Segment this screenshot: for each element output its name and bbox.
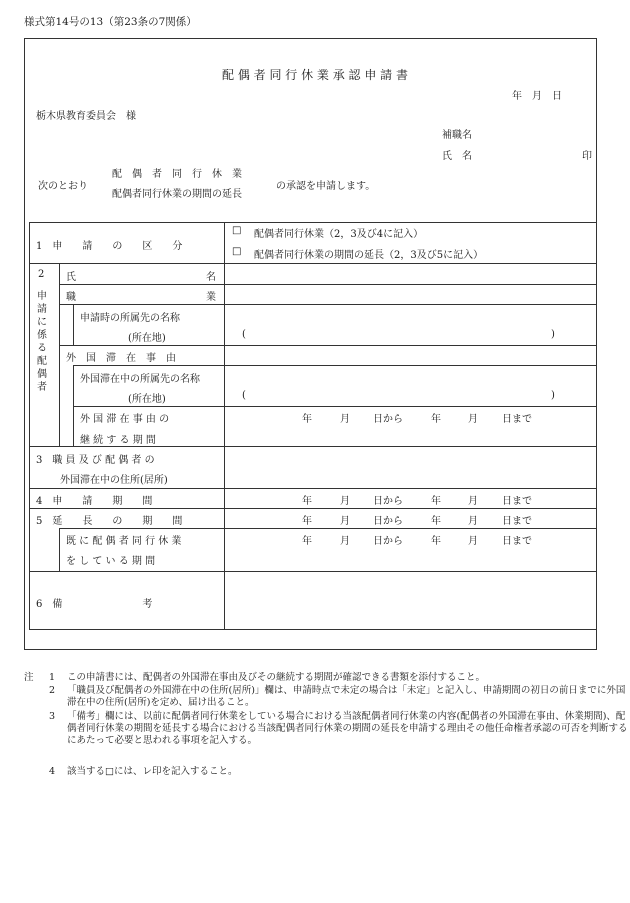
paren-open: ( [242,329,246,340]
foreign-affiliation-label: 外国滞在中の所属先の名称 [80,374,200,385]
seal-mark: 印 [582,151,592,162]
paren-open: ( [242,390,246,401]
prior-leave-label-1: 既 に 配 偶 者 同 行 休 業 [66,536,182,547]
foreign-affiliation-address-label: (所在地) [128,394,166,405]
continuation-label-2: 継 続 す る 期 間 [80,435,156,446]
prior-leave-label-2: を し て い る 期 間 [66,556,156,567]
request-option-2: 配偶者同行休業の期間の延長 [112,189,242,200]
continuation-label-1: 外 国 滞 在 事 由 の [80,414,170,425]
checkbox-icon[interactable]: □ [232,246,242,257]
current-affiliation-label: 申請時の所属先の名称 [80,313,180,324]
choice-extension: 配偶者同行休業の期間の延長（2，3及び5に記入） [254,250,484,261]
section3-label-1: 3 職 員 及 び 配 偶 者 の [36,455,155,466]
name-label: 氏 名 [442,151,472,162]
section5-label: 5 延 長 の 期 間 [36,516,183,527]
request-prefix: 次のとおり [38,181,88,192]
section3-label-2: 外国滞在中の住所(居所) [60,475,168,486]
form-title: 配 偶 者 同 行 休 業 承 認 申 請 書 [222,68,408,82]
form-number: 様式第14号の13（第23条の7関係） [24,16,197,28]
request-suffix: の承認を申請します。 [276,181,376,192]
section2-vertical-label: 申請に係る配偶者 [37,291,47,393]
spouse-name-label: 氏 名 [66,272,216,283]
paren-close: ) [551,329,555,340]
post-label: 補職名 [442,130,472,141]
section4-label: 4 申 請 期 間 [36,496,153,507]
foreign-stay-reason-label: 外 国 滞 在 事 由 [66,353,176,364]
section6-label: 6 備 考 [36,599,153,610]
spouse-job-label: 職 業 [66,292,216,303]
section2-number: 2 [38,269,45,280]
current-affiliation-address-label: (所在地) [128,333,166,344]
request-option-1: 配 偶 者 同 行 休 業 [112,169,242,180]
section1-label: 1 申 請 の 区 分 [36,241,183,252]
date-line: 年 月 日 [512,91,562,102]
choice-leave: 配偶者同行休業（2，3及び4に記入） [254,229,424,240]
checkbox-icon[interactable]: □ [232,225,242,236]
addressee: 栃木県教育委員会 様 [36,111,136,122]
paren-close: ) [551,390,555,401]
